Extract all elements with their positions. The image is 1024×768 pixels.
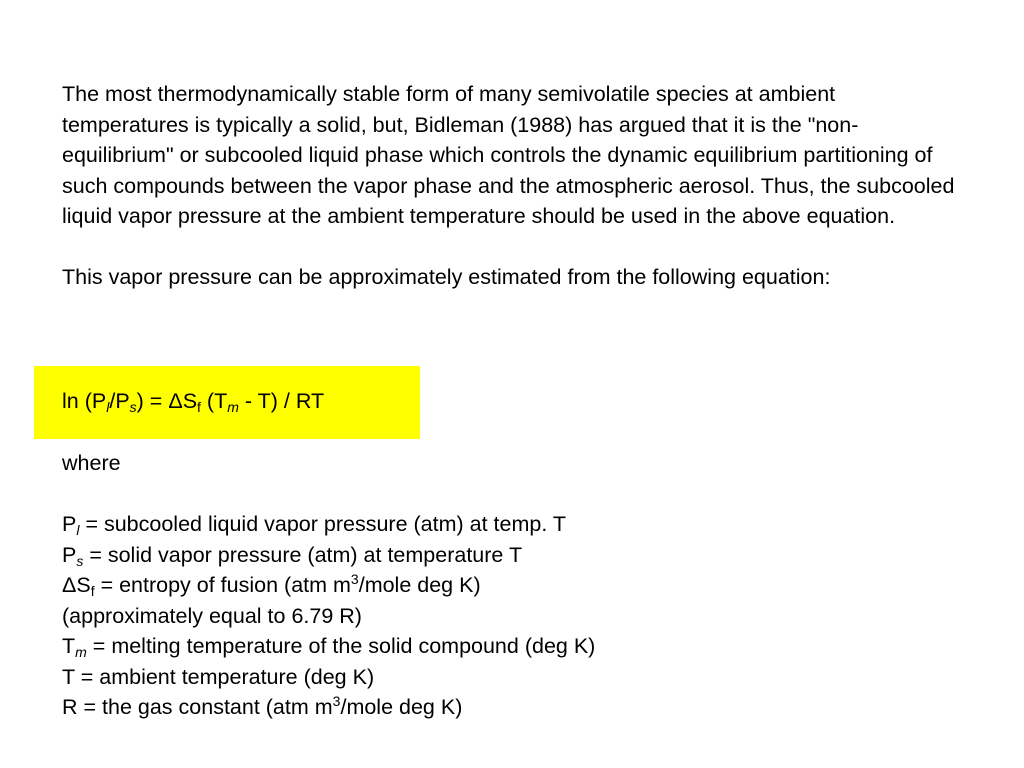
- def-superscript: 3: [332, 693, 341, 709]
- eq-sub-m: m: [227, 399, 239, 415]
- def-tm: [62, 631, 595, 662]
- eq-part: ln (P: [62, 389, 107, 413]
- def-approx: (approximately equal to 6.79 R): [62, 603, 362, 628]
- vapor-pressure-equation: [62, 386, 324, 417]
- eq-part: - T) / RT: [238, 389, 325, 413]
- paragraph-spacer: [62, 232, 962, 263]
- eq-part: (T: [200, 389, 228, 413]
- definitions-list: [62, 509, 595, 723]
- intro-paragraph: The most thermodynamically stable form of many semivolatile species at ambient temperatures is typically a solid, but, Bidleman (1988) has argued that it is the "non-equilibrium" or subcooled liquid phase which controls the dynamic equilibrium partitioning of such compounds between the vapor phase and the atmospheric aerosol. Thus, the subcooled liquid vapor pressure at the ambient temperature should be used in the above equation.: [62, 82, 955, 228]
- def-subscript: s: [76, 552, 84, 569]
- def-t: T = ambient temperature (deg K): [62, 664, 375, 689]
- eq-part: ) = ΔS: [136, 389, 198, 413]
- def-subscript: f: [90, 583, 95, 599]
- where-label: where: [62, 451, 121, 475]
- eq-sub-l: l: [106, 399, 110, 415]
- def-pl: [62, 509, 595, 540]
- def-ps: [62, 540, 595, 571]
- def-subscript: l: [76, 522, 80, 538]
- def-superscript: 3: [350, 571, 359, 587]
- slide-body: [62, 79, 962, 293]
- def-symbol: ΔS: [62, 573, 91, 597]
- estimate-paragraph: This vapor pressure can be approximately estimated from the following equation:: [62, 265, 831, 289]
- def-text: R = the gas constant (atm m: [62, 695, 333, 719]
- eq-sub-s: s: [129, 399, 137, 415]
- def-dsf: [62, 570, 595, 601]
- def-subscript: m: [75, 644, 87, 660]
- eq-sub-f: f: [197, 399, 201, 415]
- def-text: /mole deg K): [358, 573, 481, 597]
- def-text: = entropy of fusion (atm m: [94, 573, 351, 597]
- def-text: = solid vapor pressure (atm) at temperature T: [83, 542, 523, 567]
- eq-part: /P: [109, 389, 130, 413]
- def-r: [62, 692, 595, 723]
- def-text: = melting temperature of the solid compound (deg K): [86, 634, 596, 658]
- def-symbol: P: [62, 542, 77, 567]
- def-symbol: T: [62, 634, 76, 658]
- def-symbol: P: [62, 512, 77, 536]
- def-text: /mole deg K): [340, 695, 463, 719]
- def-text: = subcooled liquid vapor pressure (atm) at temp. T: [79, 512, 567, 536]
